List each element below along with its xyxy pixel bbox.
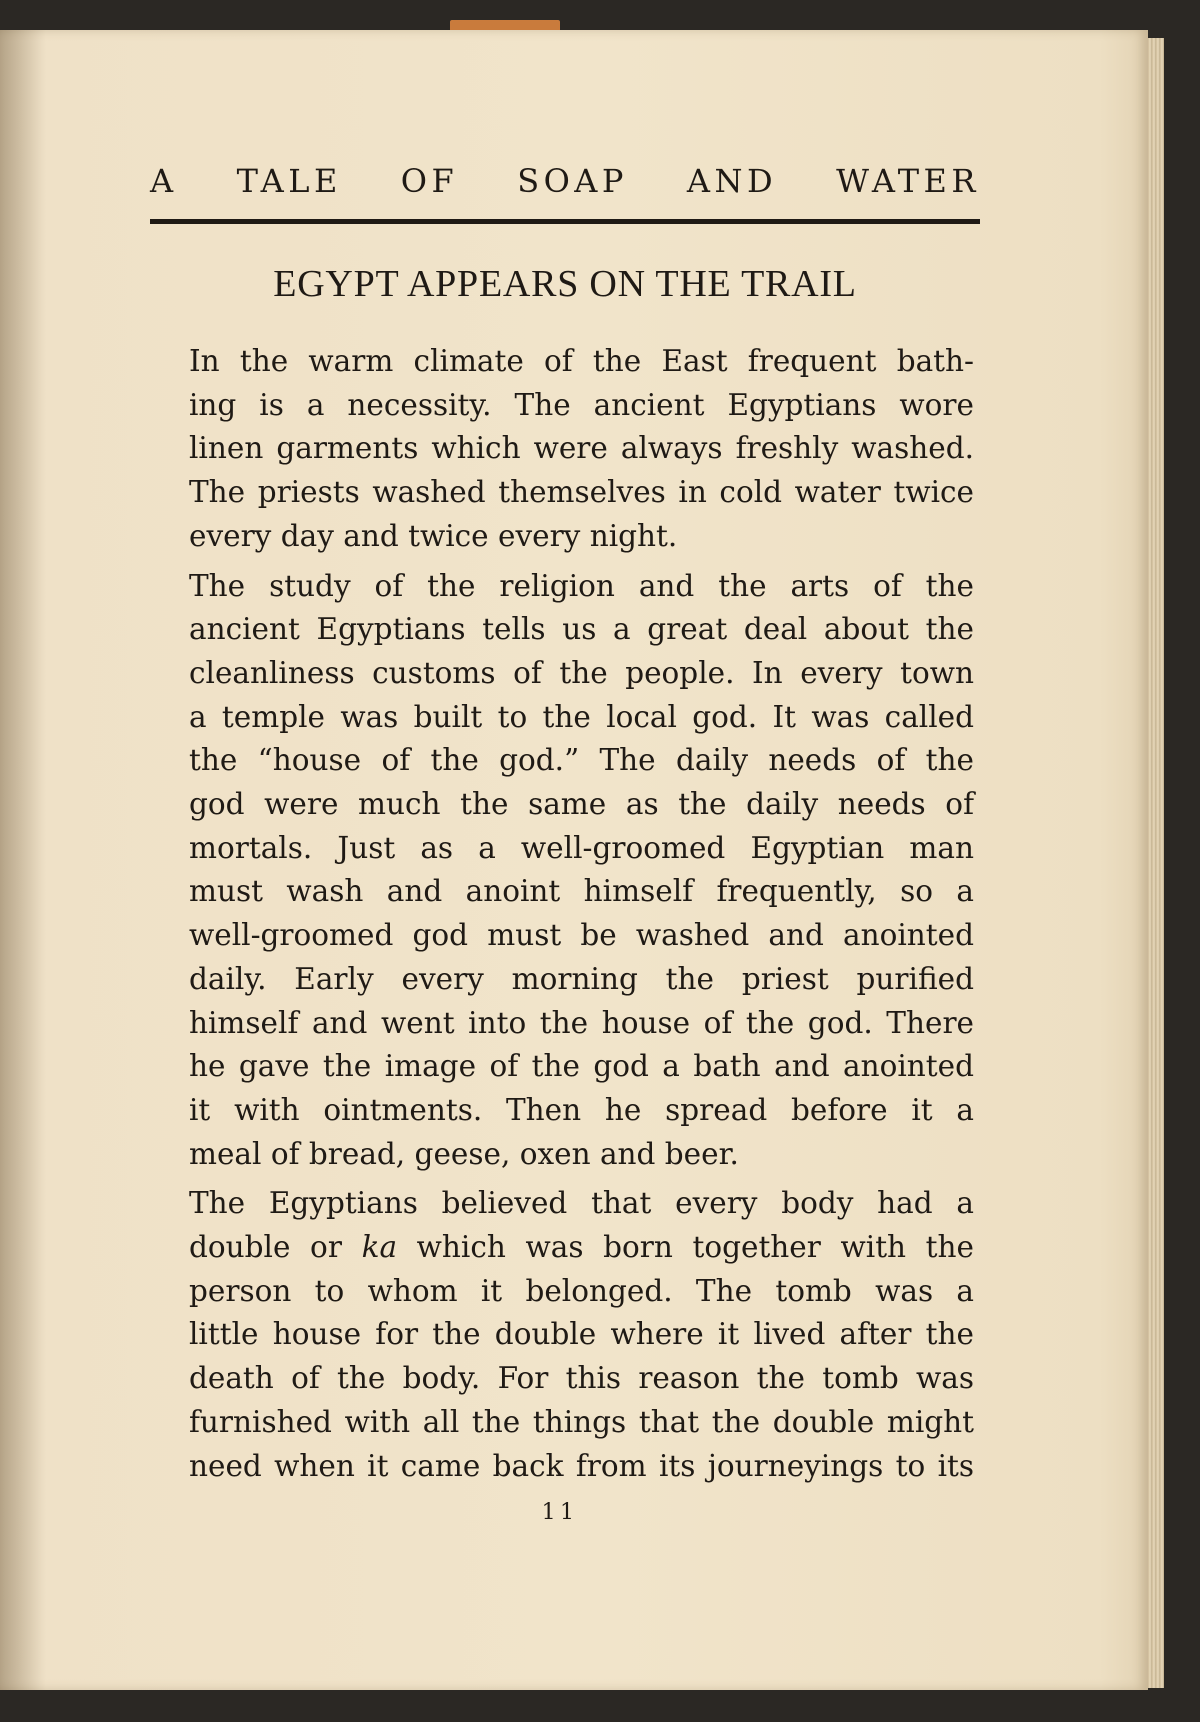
text-line: need when it came back from its journeyings to its [189, 1448, 974, 1483]
spine-shadow [0, 30, 46, 1690]
text-line: little house for the double where it lived after the [189, 1317, 974, 1352]
text-line: ing is a necessity. The ancient Egyptians wore [189, 387, 974, 422]
text-line: well-groomed god must be washed and anointed [189, 918, 974, 953]
text-line: must wash and anoint himself frequently, so a [189, 874, 974, 909]
text-line: In the warm climate of the East frequent bath- [189, 344, 974, 378]
chapter-title: EGYPT APPEARS ON THE TRAIL [273, 263, 857, 305]
running-head-word: WATER [836, 162, 980, 200]
text-line: The priests washed themselves in cold water twice [189, 475, 974, 510]
paragraph [147, 340, 974, 559]
text-line: double or ka which was born together with the [189, 1230, 974, 1265]
italic-term: ka [361, 1230, 398, 1265]
text-line: the “house of the god.” The daily needs of the [189, 743, 974, 778]
text-line: he gave the image of the god a bath and anointed [189, 1049, 974, 1084]
page-number: 11 [541, 1500, 579, 1525]
body-text [147, 340, 974, 1494]
text-line: meal of bread, geese, oxen and beer. [189, 1136, 739, 1171]
paragraph [147, 1182, 974, 1488]
running-head [150, 162, 980, 200]
text-line: ancient Egyptians tells us a great deal about the [189, 612, 974, 647]
running-head-word: TALE [236, 162, 342, 200]
running-head-word: A [150, 162, 178, 200]
text-line: person to whom it belonged. The tomb was a [189, 1273, 974, 1308]
text-line: mortals. Just as a well-groomed Egyptian man [189, 830, 974, 865]
page-edges [1148, 38, 1164, 1688]
text-line: daily. Early every morning the priest purified [189, 961, 974, 996]
running-head-word: AND [686, 162, 778, 200]
text-line: The Egyptians believed that every body had a [189, 1186, 974, 1221]
text-line: linen garments which were always freshly washed. [189, 431, 974, 466]
text-line: every day and twice every night. [189, 518, 678, 553]
text-line: himself and went into the house of the god. There [189, 1005, 974, 1040]
text-line: it with ointments. Then he spread before it a [189, 1092, 974, 1127]
text-line: god were much the same as the daily needs of [189, 787, 974, 822]
text-line: cleanliness customs of the people. In every town [189, 655, 974, 690]
text-line: a temple was built to the local god. It was called [189, 699, 974, 734]
header-rule [150, 219, 980, 224]
running-head-word: OF [400, 162, 459, 200]
text-line: furnished with all the things that the double might [189, 1404, 974, 1439]
paragraph [147, 565, 974, 1177]
running-head-word: SOAP [517, 162, 628, 200]
text-line: death of the body. For this reason the tomb was [189, 1361, 974, 1396]
text-line: The study of the religion and the arts of the [189, 568, 974, 603]
